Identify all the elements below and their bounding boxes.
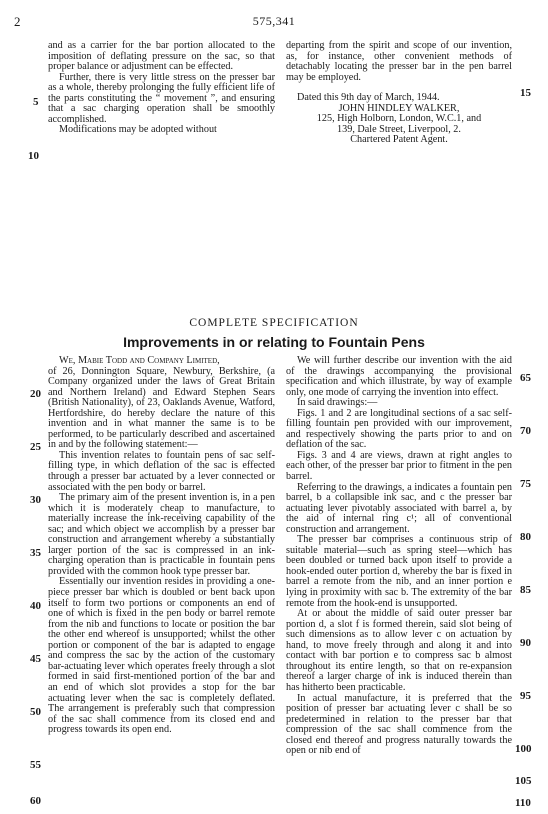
line-number: 110 bbox=[515, 797, 531, 809]
paragraph: The presser bar comprises a continuous strip of suitable material—such as spring steel—which has been doubled or turned back upon itself to provide a hook-ended outer portion d, whereby the bar is fixed in barrel a remote from the nib, and an inner portion e lying in proximity with sac b. The extremity of the bar remote from the hook-end is unsupported. bbox=[286, 534, 512, 609]
line-number: 15 bbox=[520, 87, 531, 99]
line-number: 55 bbox=[30, 759, 41, 771]
line-number: 10 bbox=[28, 150, 39, 162]
paragraph: and as a carrier for the bar portion allocated to the imposition of deflating pressure on the sac, so that proper balance or adjustment can be effected. bbox=[48, 40, 275, 73]
paragraph: Referring to the drawings, a indicates a fountain pen barrel, b a collapsible ink sac, and c the presser bar actuating lever pivotably associated with barrel a, by the aid of internal ring c¹; all of conventional construction and arrangement. bbox=[286, 481, 512, 535]
paragraph: In said drawings:— bbox=[297, 397, 378, 409]
line-number: 90 bbox=[520, 637, 531, 649]
paragraph: We will further describe our invention with the aid of the drawings accompanying the provisional specification and which illustrate, by way of example only, one mode of carrying the invention into effect. bbox=[286, 355, 512, 398]
line-number: 85 bbox=[520, 584, 531, 596]
top-right-column bbox=[286, 41, 512, 146]
paragraph: This invention relates to fountain pens of sac self-filling type, in which deflation of the sac is effected through a presser bar actuated by a lever connected or associated with the pen body or barrel. bbox=[48, 449, 275, 493]
paragraph: Essentially our invention resides in providing a one-piece presser bar which is doubled or bent back upon itself to form two portions or components an end of one of which is fixed in the pen body or barrel remote from the nib and functions to locate or position the bar the other end whereof is unsupported; whilst the other portion or component of the bar is adapted to engage and compress the sac by the action of the customary bar-actuating lever which operates freely through a slot formed in said first-mentioned portion of the bar and an end of which slot provides a stop for the bar actuating lever when the sac is completely deflated. The arrangement is preferably such that compression of the sac shall commence from its closed end and progress towards its open end. bbox=[48, 576, 275, 736]
paragraph: Figs. 3 and 4 are views, drawn at right angles to each other, of the presser bar prior to fitment in the pen barrel. bbox=[286, 449, 512, 483]
line-number: 80 bbox=[520, 531, 531, 543]
paragraph: In actual manufacture, it is preferred that the position of presser bar actuating lever c shall be so predetermined in relation to the presser bar that compression of the sac shall commence from the closed end thereof and progress naturally towards the open or nib end of bbox=[286, 692, 512, 757]
signature-date: Dated this 9th day of March, 1944. bbox=[297, 92, 440, 104]
line-number: 105 bbox=[515, 775, 532, 787]
paragraph: Modifications may be adopted without bbox=[59, 124, 217, 136]
page-header bbox=[0, 10, 548, 30]
paragraph: At or about the middle of said outer presser bar portion d, a slot f is formed therein, said slot being of such dimensions as to allow lever c on actuation by hand, to move freely through and along it and into contact with bar portion e to compress sac b almost throughout its entire length, so that on re-expansion thereof a larger charge of ink is induced therein than has hitherto been practicable. bbox=[286, 608, 512, 693]
agent-title: Chartered Patent Agent. bbox=[350, 134, 448, 146]
document-title: Improvements in or relating to Fountain Pens bbox=[123, 334, 425, 350]
line-number: 20 bbox=[30, 388, 41, 400]
page-number: 2 bbox=[14, 14, 21, 29]
line-number: 100 bbox=[515, 743, 532, 755]
line-number: 75 bbox=[520, 478, 531, 490]
paragraph: Figs. 1 and 2 are longitudinal sections of a sac self-filling fountain pen provided with our improvement, and respectively showing the parts prior to and on deflation of the sac. bbox=[286, 407, 512, 451]
line-number: 35 bbox=[30, 547, 41, 559]
body-left-column bbox=[48, 356, 275, 736]
line-number: 60 bbox=[30, 795, 41, 807]
line-number: 40 bbox=[30, 600, 41, 612]
patent-number: 575,341 bbox=[252, 14, 296, 28]
line-number: 70 bbox=[520, 425, 531, 437]
body-right-column bbox=[286, 356, 512, 757]
applicant-line: We, Mabie Todd and Company Limited, bbox=[59, 355, 220, 366]
paragraph: Further, there is very little stress on the presser bar as a whole, thereby prolonging the fully efficient life of the parts constituting the “ movement ”, and ensuring that a sac charging operation shall be smoothly accomplished. bbox=[48, 71, 275, 125]
line-number: 5 bbox=[33, 96, 39, 108]
line-number: 65 bbox=[520, 372, 531, 384]
agent-name: JOHN HINDLEY WALKER, bbox=[338, 102, 460, 114]
line-number: 95 bbox=[520, 690, 531, 702]
top-left-column bbox=[48, 41, 275, 136]
paragraph: of 26, Donnington Square, Newbury, Berkshire, (a Company organized under the laws of Great Britain and Northern Ireland) and Edward Stephen Sears (British Nationality), of 23, Oaklands Avenue, Watford, Hertfordshire, do hereby declare the nature of this invention and in what manner the same is to be performed, to be particularly described and ascertained in and by the following statement:— bbox=[48, 365, 275, 451]
line-number: 30 bbox=[30, 494, 41, 506]
agent-address: 139, Dale Street, Liverpool, 2. bbox=[337, 123, 461, 135]
agent-address: 125, High Holborn, London, W.C.1, and bbox=[316, 113, 482, 125]
paragraph: departing from the spirit and scope of our invention, as, for instance, other convenient methods of detachably locating the presser bar in the pen barrel may be employed. bbox=[286, 40, 512, 83]
paragraph: The primary aim of the present invention is, in a pen which it is moderately cheap to manufacture, to materially increase the ink-receiving capability of the sac; and which object we accomplish by a presser bar construction and arrangement whereby a substantially larger portion of the sac is compressed in an ink-charging operation than is practicable in fountain pens provided with the common hook type presser bar. bbox=[48, 492, 275, 577]
line-number: 45 bbox=[30, 653, 41, 665]
line-number: 25 bbox=[30, 441, 41, 453]
line-number: 50 bbox=[30, 706, 41, 718]
section-title: COMPLETE SPECIFICATION bbox=[189, 317, 359, 329]
